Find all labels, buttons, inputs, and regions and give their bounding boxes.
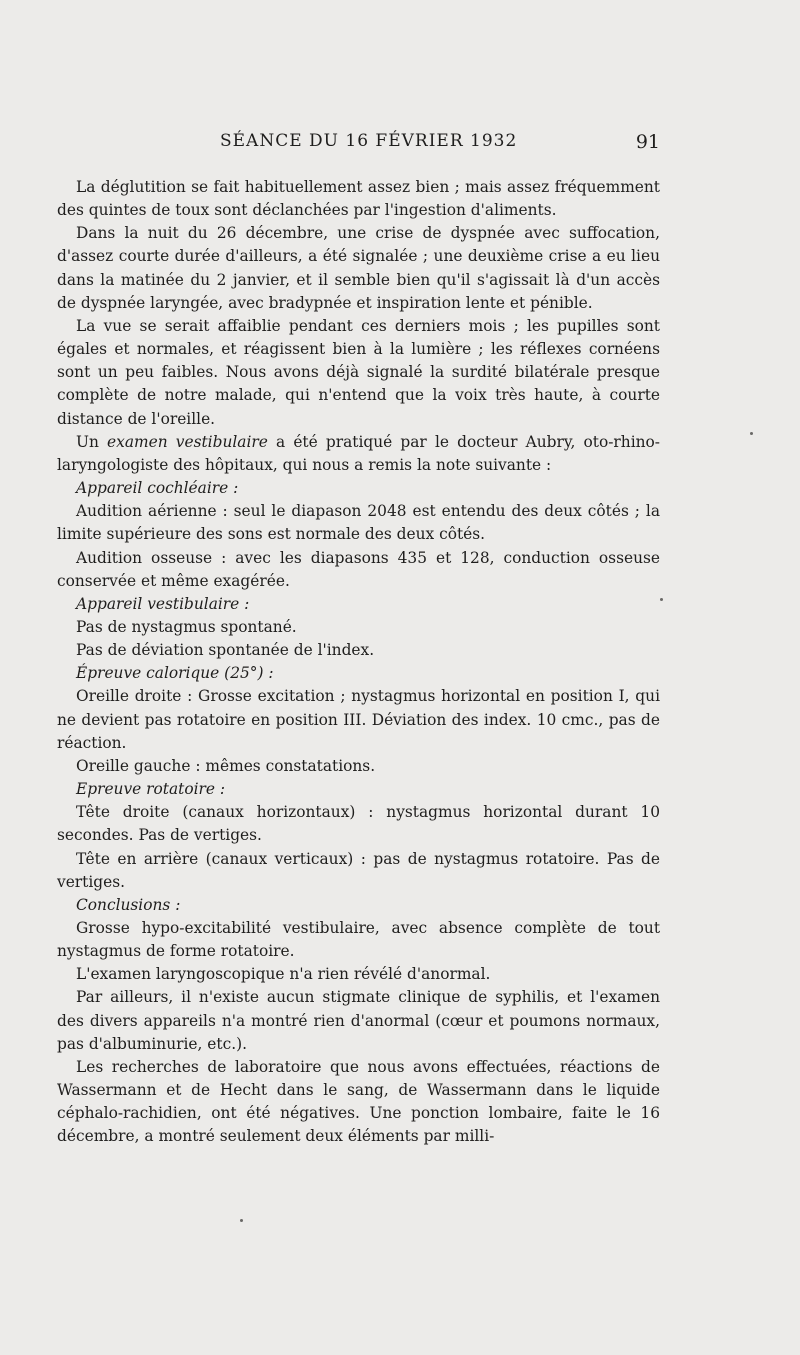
- paragraph: Audition aérienne : seul le diapason 2048 est entendu des deux côtés ; la limite supérieure des sons est normale des deux côtés.: [57, 502, 660, 544]
- paragraph: Tête droite (canaux horizontaux) : nystagmus horizontal durant 10 secondes. Pas de vertiges.: [57, 803, 660, 845]
- paragraph: Grosse hypo-excitabilité vestibulaire, avec absence complète de tout nystagmus de forme rotatoire.: [57, 919, 660, 961]
- paragraph: Oreille droite : Grosse excitation ; nystagmus horizontal en position I, qui ne devient pas rotatoire en position III. Déviation des index. 10 cmc., pas de réaction.: [57, 687, 660, 752]
- speck: [240, 1219, 243, 1222]
- paragraph: Audition osseuse : avec les diapasons 435 et 128, conduction osseuse conservée et même exagérée.: [57, 548, 660, 590]
- paragraph: Oreille gauche : mêmes constatations.: [76, 756, 376, 775]
- section-heading: Appareil cochléaire :: [76, 479, 239, 498]
- paragraph: Tête en arrière (canaux verticaux) : pas de nystagmus rotatoire. Pas de vertiges.: [57, 849, 660, 891]
- speck: [660, 598, 663, 601]
- paragraph: Pas de nystagmus spontané.: [76, 617, 297, 636]
- section-heading: Appareil vestibulaire :: [76, 594, 250, 613]
- paragraph: Par ailleurs, il n'existe aucun stigmate clinique de syphilis, et l'examen des divers appareils n'a montré rien d'anormal (cœur et poumons normaux, pas d'albuminurie, etc.).: [57, 988, 660, 1053]
- section-heading: Conclusions :: [76, 895, 181, 914]
- paragraph: Pas de déviation spontanée de l'index.: [76, 641, 375, 660]
- paragraph-text: a été pratiqué par le docteur Aubry, oto-rhino-laryngologiste des hôpitaux, qui nous a remis la note suivante :: [57, 432, 661, 474]
- section-heading: Épreuve calorique (25°) :: [76, 664, 274, 683]
- paragraph: [57, 431, 660, 477]
- page-number: 91: [635, 131, 660, 153]
- speck: [750, 432, 753, 435]
- paragraph: La vue se serait affaiblie pendant ces derniers mois ; les pupilles sont égales et normales, et réagissent bien à la lumière ; les réflexes cornéens sont un peu faibles. Nous avons déjà signalé la surdité bilatérale presque complète de notre malade, qui n'entend que la voix très haute, à courte distance de l'oreille.: [57, 316, 660, 428]
- paragraph: Les recherches de laboratoire que nous avons effectuées, réactions de Wassermann et de Hecht dans le sang, de Wassermann dans le liquide céphalo-rachidien, ont été négatives. Une ponction lombaire, faite le 16 décembre, a montré seulement deux éléments par milli-: [57, 1057, 660, 1146]
- paragraph: L'examen laryngoscopique n'a rien révélé d'anormal.: [76, 965, 491, 984]
- emphasis-text: examen vestibulaire: [107, 432, 268, 451]
- running-title: SÉANCE DU 16 FÉVRIER 1932: [220, 131, 518, 151]
- page-header: [55, 131, 660, 161]
- paragraph: Dans la nuit du 26 décembre, une crise de dyspnée avec suffocation, d'assez courte durée d'ailleurs, a été signalée ; une deuxième crise a eu lieu dans la matinée du 2 janvier, et il semble bien qu'il s'agissait là d'un accès de dyspnée laryngée, avec bradypnée et inspiration lente et pénible.: [57, 224, 660, 312]
- section-heading: Epreuve rotatoire :: [76, 780, 226, 799]
- body-text: [57, 176, 660, 1149]
- paragraph: La déglutition se fait habituellement assez bien ; mais assez fréquemment des quintes de toux sont déclanchées par l'ingestion d'aliments.: [57, 178, 660, 220]
- paragraph-text: Un: [76, 432, 108, 451]
